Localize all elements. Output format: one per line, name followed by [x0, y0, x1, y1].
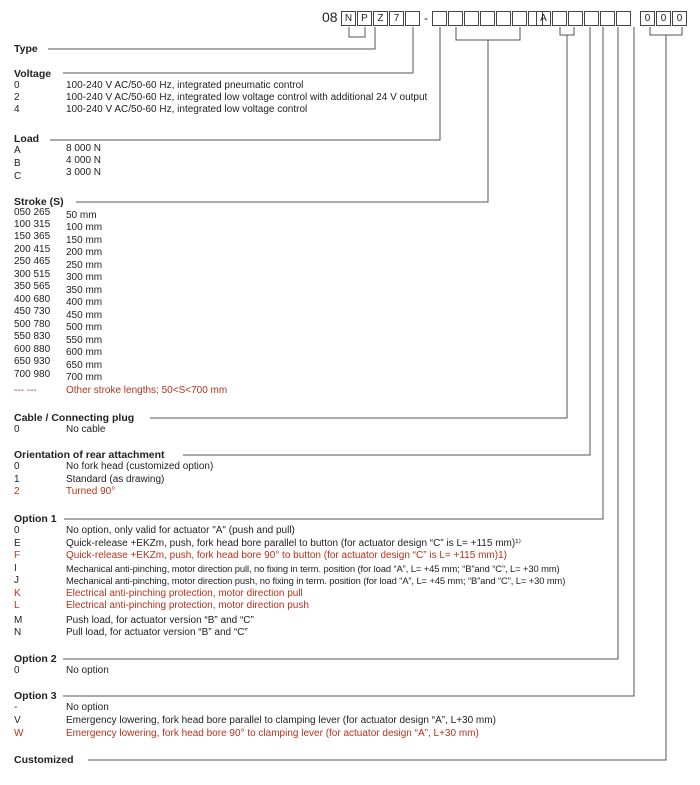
option1-code: K [14, 588, 21, 599]
voltage-desc: 100-240 V AC/50-60 Hz, integrated low voltage control [66, 104, 308, 115]
stroke-desc: 200 mm [66, 247, 103, 258]
code-box-21: 0 [672, 11, 687, 26]
option3-code: W [14, 728, 24, 739]
orientation-desc: Standard (as drawing) [66, 474, 165, 485]
orientation-code: 2 [14, 486, 20, 497]
code-box-2: P [357, 11, 372, 26]
voltage-code: 2 [14, 92, 20, 103]
stroke-desc: 50 mm [66, 210, 97, 221]
code-prefix: 08 [322, 9, 338, 25]
code-box-19: 0 [640, 11, 655, 26]
stroke-other-desc: Other stroke lengths; 50<S<700 mm [66, 385, 228, 396]
option1-code: E [14, 538, 21, 549]
stroke-code: 650 930 [14, 356, 51, 367]
stroke-code: 600 880 [14, 344, 51, 355]
stroke-code: 450 730 [14, 306, 51, 317]
voltage-code: 0 [14, 80, 20, 91]
voltage-desc: 100-240 V AC/50-60 Hz, integrated low voltage control with additional 24 V output [66, 92, 428, 103]
stroke-code: 050 265 [14, 207, 51, 218]
option3-desc: Emergency lowering, fork head bore parallel to clamping lever (for actuator design “A”, L+30 mm) [66, 715, 496, 726]
option1-title: Option 1 [14, 513, 57, 525]
stroke-desc: 650 mm [66, 360, 103, 371]
code-box-1: N [341, 11, 356, 26]
stroke-title: Stroke (S) [14, 196, 64, 208]
load-desc: 8 000 N [66, 143, 102, 154]
option1-desc: Pull load, for actuator version “B” and “C” [66, 627, 248, 638]
option1-code: L [14, 600, 20, 611]
option1-desc: Electrical anti-pinching protection, motor direction push [66, 600, 309, 611]
stroke-code: 300 515 [14, 269, 51, 280]
option1-desc: Mechanical anti-pinching, motor direction pull, no fixing in term. position (for load “A”, L= +45 mm; “B”and “C”, L= +30 mm) [66, 563, 560, 574]
option3-desc: No option [66, 702, 109, 713]
voltage-code: 4 [14, 104, 20, 115]
stroke-code: 150 365 [14, 231, 51, 242]
option1-code: 0 [14, 525, 20, 536]
option3-title: Option 3 [14, 690, 57, 702]
orientation-desc: Turned 90° [66, 486, 116, 497]
option1-desc: No option, only valid for actuator "A" (push and pull) [66, 525, 295, 536]
orientation-desc: No fork head (customized option) [66, 461, 214, 472]
cable-code: 0 [14, 424, 20, 435]
stroke-desc: 700 mm [66, 372, 103, 383]
option1-code: J [14, 575, 19, 586]
load-desc: 3 000 N [66, 167, 102, 178]
option2-code: 0 [14, 665, 20, 676]
option3-code: V [14, 715, 21, 726]
cable-desc: No cable [66, 424, 106, 435]
load-code: C [14, 171, 22, 182]
stroke-other-code: --- --- [14, 385, 37, 396]
code-box-3: Z [373, 11, 388, 26]
stroke-desc: 550 mm [66, 335, 103, 346]
code-box-20: 0 [656, 11, 671, 26]
stroke-desc: 450 mm [66, 310, 103, 321]
option1-code: I [14, 563, 17, 574]
stroke-desc: 150 mm [66, 235, 103, 246]
load-code: A [14, 145, 21, 156]
orientation-code: 1 [14, 474, 20, 485]
orientation-title: Orientation of rear attachment [14, 449, 165, 461]
load-code: B [14, 158, 21, 169]
option1-code: F [14, 550, 21, 561]
code-box-4: 7 [389, 11, 404, 26]
option1-desc: Quick-release +EKZm, push, fork head bore parallel to button (for actuator design “C” is L= +115 mm)¹⁾ [66, 538, 521, 549]
option2-desc: No option [66, 665, 109, 676]
option3-code: - [14, 702, 18, 713]
stroke-desc: 250 mm [66, 260, 103, 271]
stroke-code: 550 830 [14, 331, 51, 342]
option1-desc: Quick-release +EKZm, push, fork head bore 90° to button (for actuator design “C” is L= +115 mm)1) [66, 550, 507, 561]
orientation-code: 0 [14, 461, 20, 472]
stroke-code: 250 465 [14, 256, 51, 267]
stroke-code: 200 415 [14, 244, 51, 255]
option1-desc: Electrical anti-pinching protection, motor direction pull [66, 588, 303, 599]
stroke-code: 700 980 [14, 369, 51, 380]
stroke-desc: 600 mm [66, 347, 103, 358]
load-desc: 4 000 N [66, 155, 102, 166]
stroke-code: 400 680 [14, 294, 51, 305]
stroke-desc: 350 mm [66, 285, 103, 296]
option2-title: Option 2 [14, 653, 57, 665]
customized-title: Customized [14, 754, 74, 766]
load-title: Load [14, 133, 40, 145]
voltage-title: Voltage [14, 68, 52, 80]
code-separator: - [424, 11, 428, 25]
option3-desc: Emergency lowering, fork head bore 90° to clamping lever (for actuator design “A”, L+30 mm) [66, 728, 479, 739]
stroke-desc: 300 mm [66, 272, 103, 283]
stroke-code: 500 780 [14, 319, 51, 330]
option1-desc: Mechanical anti-pinching, motor direction push, no fixing in term. position (for load “A”, L= +45 mm; “B”and “C”, L= +30 mm) [66, 575, 566, 586]
option1-code: M [14, 615, 23, 626]
stroke-code: 100 315 [14, 219, 51, 230]
stroke-desc: 400 mm [66, 297, 103, 308]
cable-title: Cable / Connecting plug [14, 412, 135, 424]
option1-code: N [14, 627, 22, 638]
stroke-desc: 500 mm [66, 322, 103, 333]
type-title: Type [14, 43, 38, 55]
stroke-desc: 100 mm [66, 222, 103, 233]
voltage-desc: 100-240 V AC/50-60 Hz, integrated pneumatic control [66, 80, 304, 91]
stroke-code: 350 565 [14, 281, 51, 292]
code-box-13: A [536, 11, 551, 26]
option1-desc: Push load, for actuator version “B” and “C” [66, 615, 254, 626]
